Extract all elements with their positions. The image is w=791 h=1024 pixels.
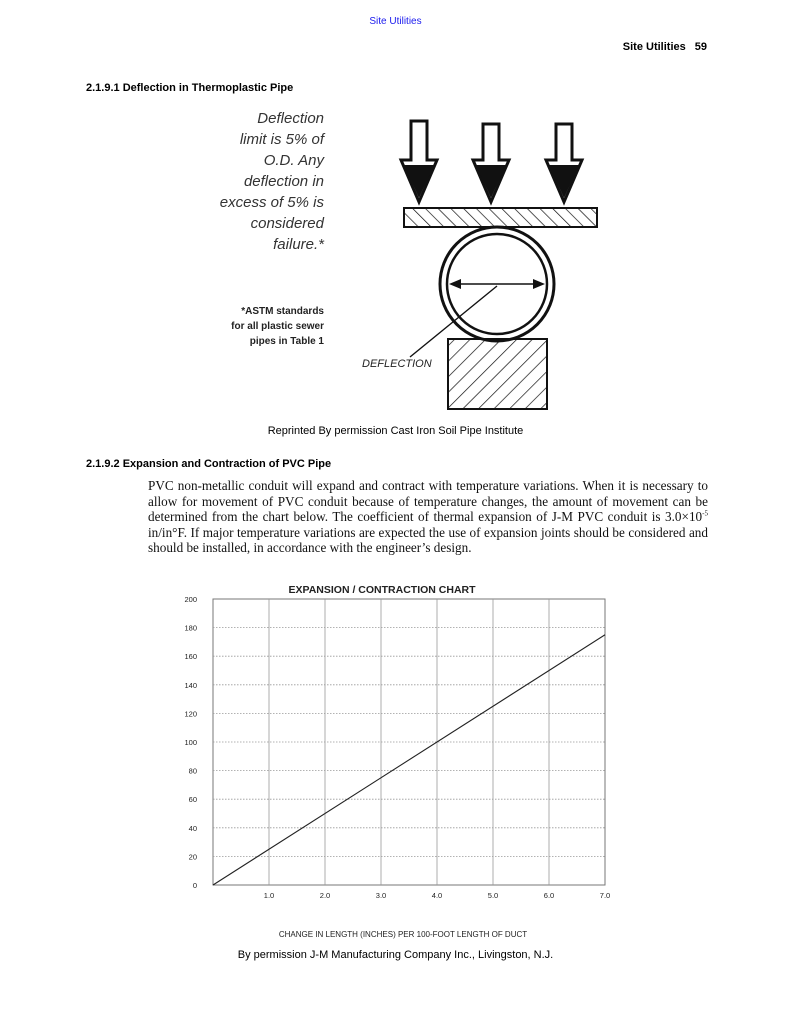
y-tick-label: 60 — [188, 795, 197, 805]
astm-note-line: for all plastic sewer — [231, 321, 324, 332]
y-tick-label: 180 — [184, 623, 197, 633]
x-tick-label: 4.0 — [431, 891, 443, 900]
paragraph-text: PVC non-metallic conduit will expand and contract with temperature variations. When it is necessary to allow for movement of PVC conduit because of temperature changes, the amount of movement can be determined from the chart below. The coefficient of thermal expansion of J-M PVC conduit is 3.0×10 — [148, 478, 708, 525]
x-tick-label: 7.0 — [599, 891, 611, 900]
page-number: 59 — [694, 41, 707, 53]
astm-note-line: *ASTM standards — [241, 306, 324, 317]
y-tick-label: 200 — [184, 595, 197, 604]
running-title: Site Utilities — [622, 41, 686, 53]
deflection-note-line: considered — [250, 215, 324, 232]
deflection-note-line: failure.* — [273, 236, 324, 253]
paragraph-text-cont: in/in°F. If major temperature variations are expected the use of expansion joints should be considered and should be installed, in accordance with the engineer’s design. — [148, 524, 708, 556]
deflection-label: DEFLECTION — [362, 358, 432, 370]
y-tick-label: 80 — [188, 766, 197, 776]
y-tick-label: 160 — [184, 652, 197, 662]
top-link[interactable]: Site Utilities — [369, 16, 422, 27]
y-tick-label: 140 — [184, 680, 197, 690]
deflection-note-line: deflection in — [243, 173, 324, 190]
exponent: -5 — [702, 509, 708, 518]
y-tick-label: 0 — [192, 881, 197, 890]
section-heading-expansion: 2.1.9.2 Expansion and Contraction of PVC Pipe — [86, 458, 332, 470]
deflection-note-line: limit is 5% of — [239, 131, 324, 148]
y-tick-label: 120 — [184, 709, 197, 719]
y-tick-label: 40 — [188, 823, 197, 833]
y-tick-label: 20 — [188, 852, 197, 862]
x-tick-label: 1.0 — [263, 891, 275, 900]
section-heading-deflection: 2.1.9.1 Deflection in Thermoplastic Pipe — [86, 82, 294, 94]
y-tick-label: 100 — [184, 738, 197, 747]
deflection-note-line: Deflection — [257, 110, 324, 127]
x-tick-label: 6.0 — [543, 891, 555, 900]
astm-note-line: pipes in Table 1 — [249, 336, 324, 347]
deflection-note-line: O.D. Any — [263, 152, 324, 169]
x-axis-label: CHANGE IN LENGTH (INCHES) PER 100-FOOT LENGTH OF DUCT — [278, 930, 528, 939]
figure-caption-deflection: Reprinted By permission Cast Iron Soil Pipe Institute — [267, 425, 524, 437]
x-tick-label: 5.0 — [487, 891, 499, 900]
x-tick-label: 3.0 — [375, 891, 387, 900]
series-line-expansion — [213, 635, 605, 885]
x-tick-label: 2.0 — [319, 891, 331, 900]
deflection-note-line: excess of 5% is — [219, 194, 324, 211]
figure-caption-chart: By permission J-M Manufacturing Company Inc., Livingston, N.J. — [237, 949, 554, 961]
chart-title: EXPANSION / CONTRACTION CHART — [288, 584, 476, 596]
